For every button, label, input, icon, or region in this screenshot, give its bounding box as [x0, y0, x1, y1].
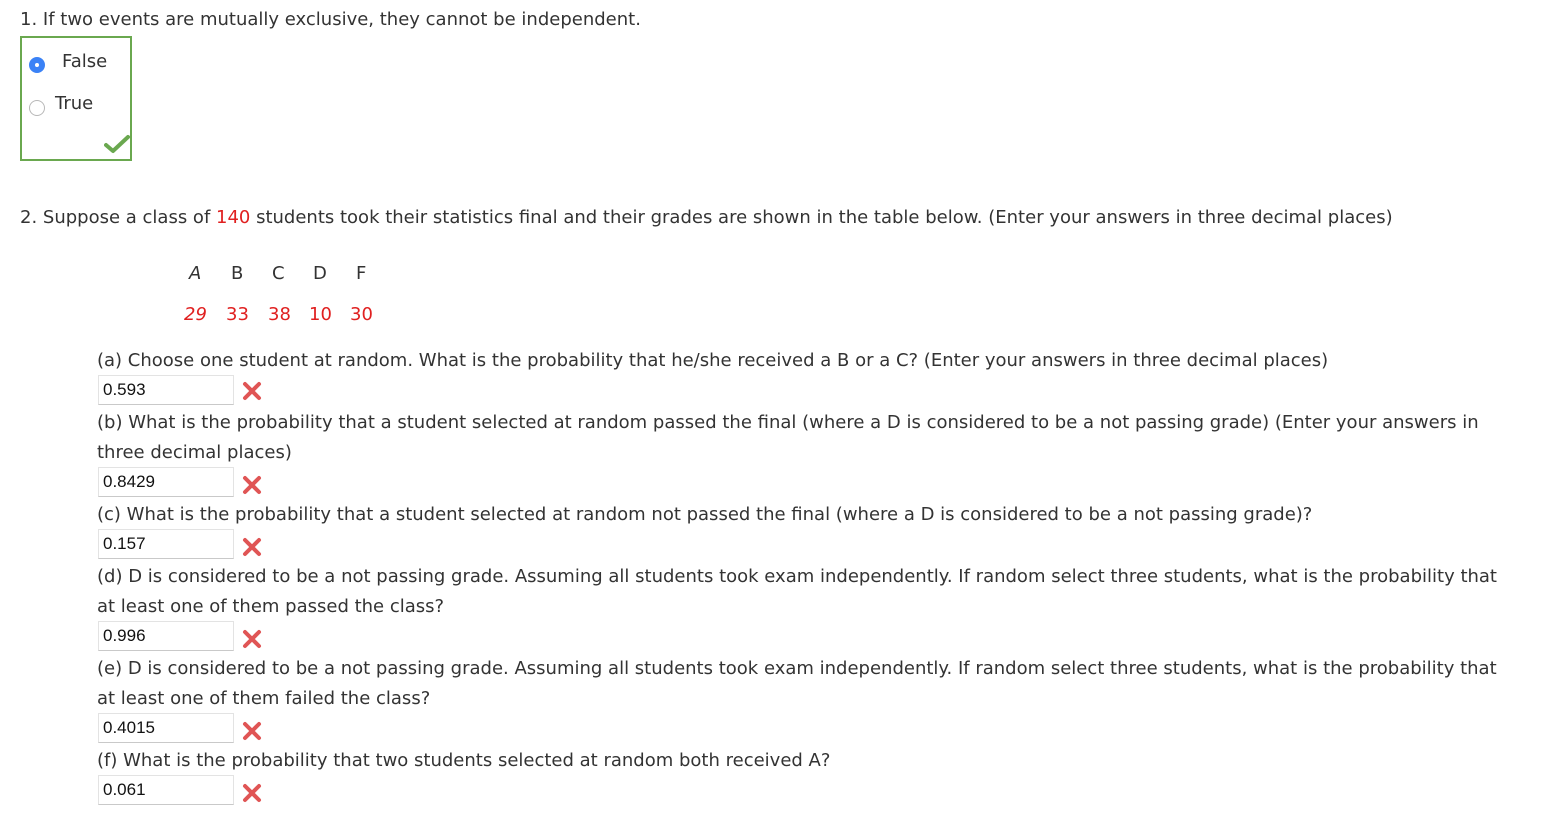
grade-value-b: 33	[226, 304, 249, 325]
x-mark-icon	[241, 380, 263, 402]
part-d-question: (d) D is considered to be a not passing grade. Assuming all students took exam independently. If random select three students, what is the probability that at least one of them passed the class?	[97, 566, 1497, 617]
part-f-question: (f) What is the probability that two students selected at random both received A?	[97, 750, 831, 771]
part-c-question: (c) What is the probability that a student selected at random not passed the final (where a D is considered to be a not passing grade)?	[97, 504, 1313, 525]
part-b-question: (b) What is the probability that a student selected at random passed the final (where a D is considered to be a not passing grade) (Enter your answers in three decimal places)	[97, 412, 1479, 463]
part-a-question: (a) Choose one student at random. What is the probability that he/she received a B or a C? (Enter your answers in three decimal places)	[97, 350, 1329, 371]
option-false-label[interactable]: False	[62, 51, 108, 72]
x-mark-icon	[241, 536, 263, 558]
grade-header-c: C	[272, 263, 285, 284]
option-true-label[interactable]: True	[55, 93, 94, 114]
question-2-text: 2. Suppose a class of 140 students took their statistics final and their grades are shown in the table below. (Enter your answers in three decimal places)	[20, 207, 1393, 228]
part-c-answer-input[interactable]: 0.157	[98, 529, 234, 559]
grade-header-b: B	[231, 263, 244, 284]
x-mark-icon	[241, 474, 263, 496]
class-size: 140	[216, 207, 251, 228]
question-1-text: 1. If two events are mutually exclusive, they cannot be independent.	[20, 9, 641, 30]
part-e-answer-input[interactable]: 0.4015	[98, 713, 234, 743]
radio-false[interactable]	[29, 57, 45, 73]
grade-header-f: F	[356, 263, 367, 284]
part-e-question: (e) D is considered to be a not passing grade. Assuming all students took exam independently. If random select three students, what is the probability that at least one of them failed the class?	[97, 658, 1497, 709]
part-f-answer-input[interactable]: 0.061	[98, 775, 234, 805]
part-d-answer-input[interactable]: 0.996	[98, 621, 234, 651]
question-1-answer-box	[20, 36, 132, 161]
grade-value-c: 38	[268, 304, 291, 325]
grade-value-d: 10	[309, 304, 332, 325]
x-mark-icon	[241, 782, 263, 804]
check-icon	[104, 134, 130, 154]
grade-header-d: D	[313, 263, 327, 284]
part-b-answer-input[interactable]: 0.8429	[98, 467, 234, 497]
x-mark-icon	[241, 720, 263, 742]
part-a-answer-input[interactable]: 0.593	[98, 375, 234, 405]
grade-value-a: 29	[184, 304, 207, 325]
radio-true[interactable]	[29, 100, 45, 116]
x-mark-icon	[241, 628, 263, 650]
grade-value-f: 30	[350, 304, 373, 325]
grade-header-a: A	[189, 263, 202, 284]
